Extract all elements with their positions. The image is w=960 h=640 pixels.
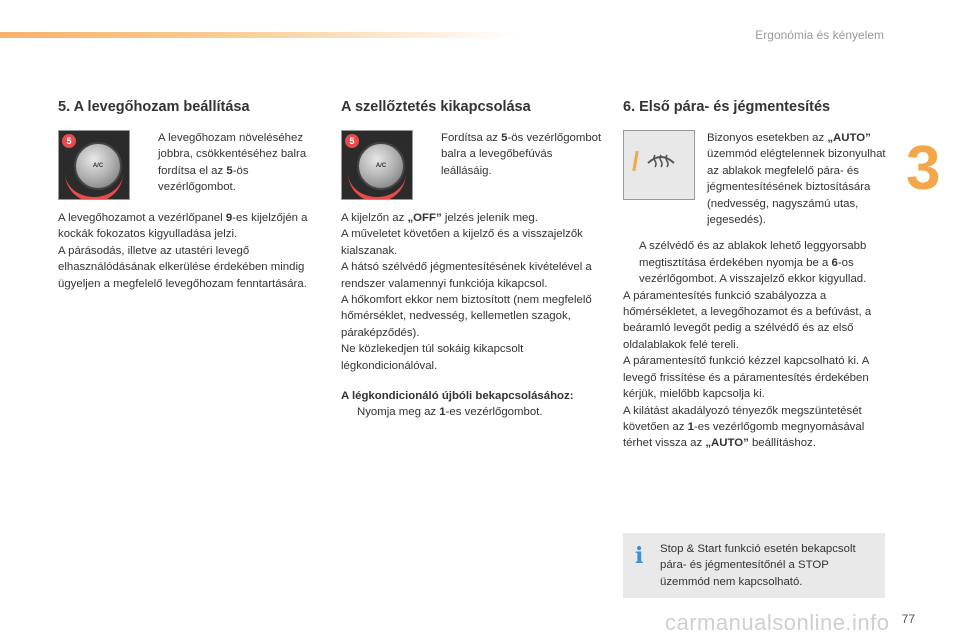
- airflow-title: 5. A levegőhozam beállítása: [58, 99, 250, 115]
- column-airflow: [58, 98, 320, 292]
- chapter-number: 3: [906, 134, 941, 203]
- defrost-button-image: [623, 130, 695, 200]
- info-note-text: Stop & Start funkció esetén bekapcsolt pára- és jégmentesítőnél a STOP üzemmód nem kapcsolható.: [660, 543, 856, 588]
- ventilation-off-title: A szellőztetés kikapcsolása: [341, 99, 531, 115]
- header-accent-bar: [0, 32, 520, 38]
- indicator-light-icon: [632, 151, 638, 171]
- knob-label: A/C: [375, 163, 387, 169]
- ventilation-paragraph: A kijelzőn az „OFF” jelzés jelenik meg. A műveletet követően a kijelző és a visszajelzők kialszanak. A hátsó szélvédő jégmentesítésének kivételével a rendszer valamennyi funkciója kikapcsol. A hőkomfort ekkor nem biztosított (nem megfelelő hőmérséklet, nedvesség, kellemetlen szagok, páraképződés). Ne közlekedjen túl sokáig kikapcsolt légkondicionálóval.: [341, 212, 592, 372]
- column-ventilation-off: [341, 98, 603, 421]
- knob-label: A/C: [92, 163, 104, 169]
- bullet-icon: [341, 404, 357, 420]
- ac-knob-icon: [74, 142, 122, 190]
- defrost-paragraph: A páramentesítés funkció szabályozza a hőmérsékletet, a levegőhozamot és a befúvást, a beáramló levegőt pedig a szélvédő és az első oldalablakok felé tereli. A páramentesítő funkció kézzel kapcsolható ki. A levegő frissítése és a páramentesítés érdekében kérjük, mielőbb kapcsolja ki. A kilátást akadályozó tényezők megszüntetését követően az 1-es vezérlőgomb megnyomásával térhet vissza az „AUTO” beállításhoz.: [623, 289, 872, 450]
- section-header: Ergonómia és kényelem: [755, 28, 884, 42]
- ac-knob-icon: [357, 142, 405, 190]
- page-number: 77: [901, 612, 915, 626]
- windshield-defrost-icon: [646, 147, 676, 171]
- bullet-icon: [425, 130, 441, 200]
- bullet-icon: [623, 238, 639, 287]
- airflow-knob-image: [58, 130, 130, 200]
- airflow-bullet-row: [58, 130, 320, 200]
- watermark: carmanualsonline.info: [665, 610, 890, 635]
- ac-reenable-bullet: Nyomja meg az 1-es vezérlőgombot.: [341, 404, 603, 420]
- info-icon: i: [635, 543, 644, 569]
- defrost-intro-row: [623, 130, 891, 228]
- knob-number-badge: 5: [62, 134, 76, 148]
- defrost-title: 6. Első pára- és jégmentesítés: [623, 99, 831, 115]
- airflow-bullet: A levegőhozam növeléséhez jobbra, csökkentéséhez balra fordítsa el az 5-ös vezérlőgombot.: [142, 130, 320, 200]
- knob-number-badge: 5: [345, 134, 359, 148]
- ventilation-bullet: Fordítsa az 5-ös vezérlőgombot balra a levegőbefúvás leállásáig.: [425, 130, 603, 200]
- column-defrost: [623, 98, 891, 452]
- bullet-icon: [142, 130, 158, 200]
- info-note-box: [623, 533, 885, 598]
- ventilation-bullet-row: [341, 130, 603, 200]
- defrost-bullet: A szélvédő és az ablakok lehető leggyorsabb megtisztítása érdekében nyomja be a 6-os vezérlőgombot. A visszajelző ekkor kigyullad.: [623, 238, 891, 287]
- ventilation-knob-image: [341, 130, 413, 200]
- defrost-intro: Bizonyos esetekben az „AUTO” üzemmód elégtelennek bizonyulhat az ablakok megfelelő pára- és jégmentesítésének biztosítására (nedvesség, nagyszámú utas, jegesedés).: [707, 132, 886, 227]
- ac-reenable-heading: A légkondicionáló újbóli bekapcsolásához:: [341, 390, 574, 403]
- airflow-paragraph: A levegőhozamot a vezérlőpanel 9-es kijelzőjén a kockák fokozatos kigyulladása jelzi. A párásodás, illetve az utastéri levegő elhasználódásának elkerülése érdekében mindig ügyeljen a megfelelő levegőhozam fenntartására.: [58, 212, 308, 290]
